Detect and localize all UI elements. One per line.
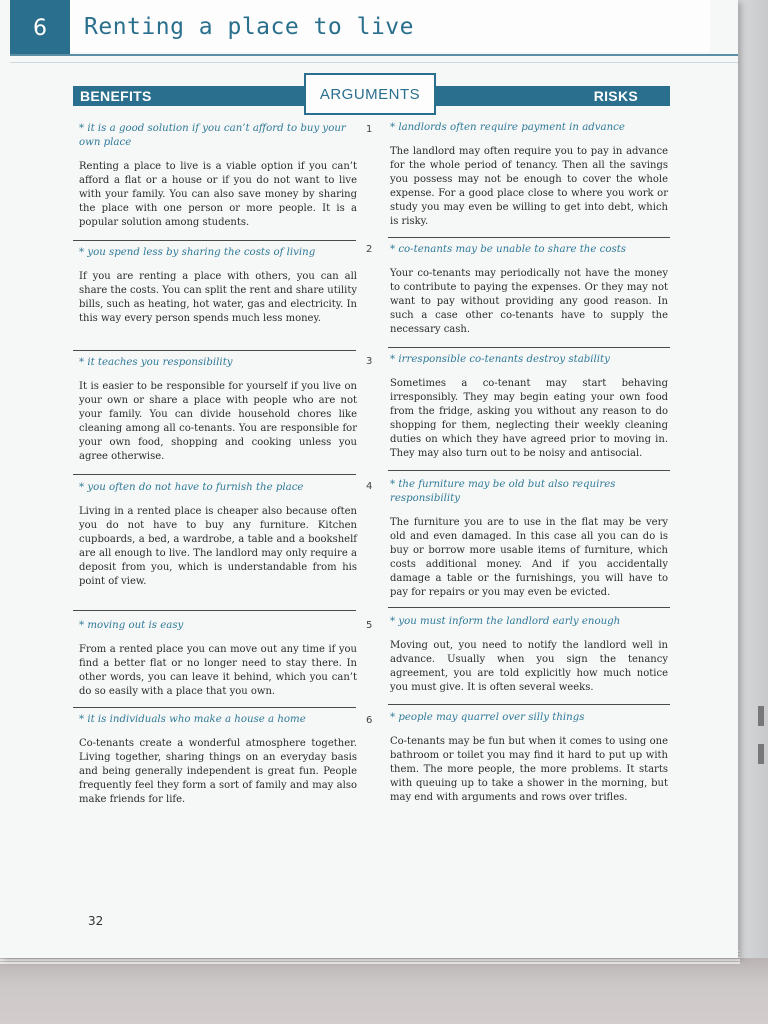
row-number: 4 <box>366 481 373 492</box>
row-divider <box>388 237 670 238</box>
margin-mark <box>758 706 764 726</box>
background-surface <box>0 958 768 1024</box>
risk-text: Co-tenants may be fun but when it comes to using one bathroom or toilet you may find it hard to put up with them. The more people, the more problems. It starts with queuing up to take a shower in the morning, but may end with arguments and rows over trifles. <box>390 736 668 803</box>
risk-heading: * landlords often require payment in advance <box>390 122 625 133</box>
benefit-text: If you are renting a place with others, you can all share the costs. You can split the rent and share utility bills, such as heating, hot water, gas and electricity. In this way every person spends much less money. <box>79 271 357 324</box>
risk-heading: * you must inform the landlord early enough <box>390 616 621 627</box>
benefit-block-4 <box>79 481 357 588</box>
risk-text: Moving out, you need to notify the landlord well in advance. Usually when you sign the tenancy agreement, you are told explicitly how much notice you must give. It is often several weeks. <box>390 640 668 693</box>
benefit-heading: * it teaches you responsibility <box>79 357 233 368</box>
benefit-heading: * you often do not have to furnish the place <box>79 482 304 493</box>
benefit-text: Living in a rented place is cheaper also because often you do not have to buy any furniture. Kitchen cupboards, a bed, a wardrobe, a table and a bookshelf are all enough to live. The landlord may only require a deposit from you, which is understandable from his point of view. <box>79 506 357 587</box>
risk-block-2 <box>390 243 668 337</box>
row-divider <box>73 474 356 475</box>
risk-block-1 <box>390 121 668 228</box>
row-number: 6 <box>366 715 373 726</box>
risk-text: Sometimes a co-tenant may start behaving irresponsibly. They may begin eating your own food from the fridge, asking you without any reason to do shopping for them, neglecting their weekly cleaning duties on which they have agreed prior to moving in. They may also turn out to be noisy and antisocial. <box>390 378 668 459</box>
row-divider <box>388 470 670 471</box>
arguments-label-box <box>304 73 436 115</box>
benefit-heading: * moving out is easy <box>79 620 184 631</box>
risk-block-6 <box>390 711 668 805</box>
row-divider <box>73 240 356 241</box>
benefit-text: It is easier to be responsible for yourself if you live on your own or share a place with people who are not your family. You can divide household chores like cleaning among all co-tenants. You are responsible for your own food, shopping and cooking unless you agree otherwise. <box>79 381 357 462</box>
risk-heading: * the furniture may be old but also requires responsibility <box>390 479 616 504</box>
row-divider <box>388 704 670 705</box>
benefit-heading: * it is a good solution if you can’t afford to buy your own place <box>79 123 346 148</box>
risk-block-3 <box>390 353 668 460</box>
benefit-heading: * it is individuals who make a house a home <box>79 714 306 725</box>
benefit-text: Co-tenants create a wonderful atmosphere together. Living together, sharing things on an everyday basis and being generally independent is great fun. People frequently feel they form a sort of family and may also make friends for life. <box>79 738 357 805</box>
header-rule <box>10 54 738 56</box>
risk-text: The landlord may often require you to pay in advance for the whole period of tenancy. Then all the savings you possess may not be enough to cover the whole expense. For a good place close to where you work or study you may even be willing to get into debt, which is risky. <box>390 146 668 227</box>
page-title: Renting a place to live <box>84 14 414 40</box>
row-divider <box>73 707 356 708</box>
row-number: 2 <box>366 244 373 255</box>
risk-text: The furniture you are to use in the flat may be very old and even damaged. In this case all you can do is buy or borrow more usable items of furniture, which costs additional money. And if you accidentally damage a table or the furnishings, you will have to pay for repairs or you may even be evicted. <box>390 517 668 598</box>
unit-number-badge <box>10 0 70 56</box>
arguments-label: ARGUMENTS <box>319 85 421 103</box>
row-number: 1 <box>366 124 373 135</box>
benefit-text: From a rented place you can move out any time if you find a better flat or no longer need to stay there. In other words, you can leave it behind, which you can’t do so easily with a place that you own. <box>79 644 357 697</box>
header-rule-thin <box>10 62 738 63</box>
risk-heading: * people may quarrel over silly things <box>390 712 585 723</box>
margin-mark <box>758 744 764 764</box>
risk-block-5 <box>390 615 668 695</box>
risk-block-4 <box>390 478 668 599</box>
row-divider <box>388 347 670 348</box>
benefit-block-5 <box>79 619 357 699</box>
benefits-label: BENEFITS <box>80 88 152 104</box>
benefit-block-1 <box>79 122 357 230</box>
risk-heading: * irresponsible co-tenants destroy stability <box>390 354 610 365</box>
benefit-block-3 <box>79 356 357 463</box>
benefit-block-6 <box>79 713 357 807</box>
benefit-heading: * you spend less by sharing the costs of living <box>79 247 316 258</box>
row-divider <box>388 607 670 608</box>
risk-heading: * co-tenants may be unable to share the costs <box>390 244 627 255</box>
benefit-text: Renting a place to live is a viable option if you can’t afford a flat or a house or if you do not want to live with your family. You can also save money by sharing the place with one person or more people. It is a popular solution among students. <box>79 161 357 228</box>
row-divider <box>73 610 356 611</box>
row-number: 3 <box>366 356 373 367</box>
page-number: 32 <box>88 914 104 928</box>
benefit-block-2 <box>79 246 357 326</box>
row-number: 5 <box>366 620 373 631</box>
risk-text: Your co-tenants may periodically not have the money to contribute to paying the expenses. Or they may not want to pay without providing any good reason. In such a case other co-tenants have to supply the necessary cash. <box>390 268 668 335</box>
row-divider <box>73 350 356 351</box>
risks-label: RISKS <box>593 88 638 104</box>
unit-number: 6 <box>33 15 47 41</box>
